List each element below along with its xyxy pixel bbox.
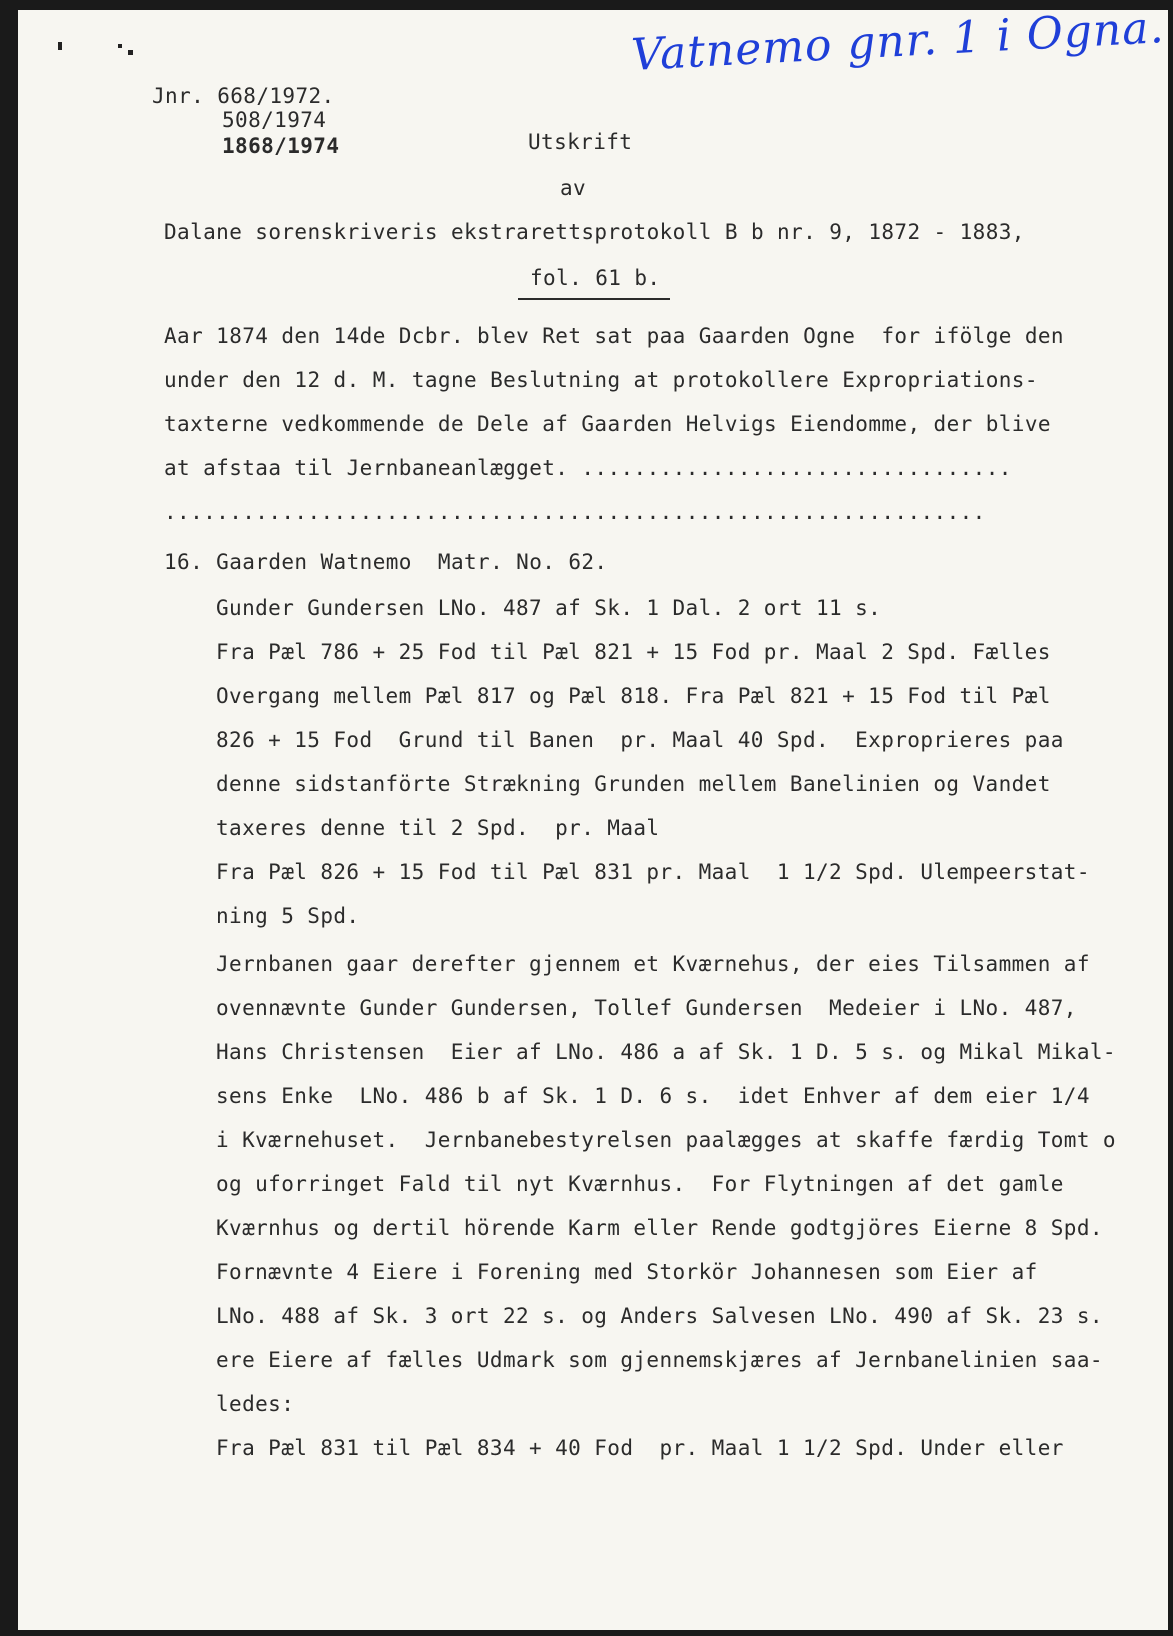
corner-mark xyxy=(118,44,122,48)
corner-mark xyxy=(58,42,62,50)
corner-mark xyxy=(128,50,133,55)
body-line: 826 + 15 Fod Grund til Banen pr. Maal 40 Spd. Exproprieres paa xyxy=(216,728,1064,752)
body-line: Gunder Gundersen LNo. 487 af Sk. 1 Dal. 2 ort 11 s. xyxy=(216,596,882,620)
body-line: og uforringet Fald til nyt Kværnhus. For Flytningen af det gamle xyxy=(216,1172,1064,1196)
journal-number-1: Jnr. 668/1972. xyxy=(152,84,335,108)
body-line: sens Enke LNo. 486 b af Sk. 1 D. 6 s. idet Enhver af dem eier 1/4 xyxy=(216,1084,1090,1108)
body-line: Fra Pæl 831 til Pæl 834 + 40 Fod pr. Maal 1 1/2 Spd. Under eller xyxy=(216,1436,1064,1460)
journal-number-3: 1868/1974 xyxy=(222,134,340,158)
body-line: taxeres denne til 2 Spd. pr. Maal xyxy=(216,816,660,840)
folio-underline xyxy=(518,298,670,300)
body-line: Hans Christensen Eier af LNo. 486 a af Sk. 1 D. 5 s. og Mikal Mikal- xyxy=(216,1040,1116,1064)
journal-number-2: 508/1974 xyxy=(222,108,327,132)
body-line: Overgang mellem Pæl 817 og Pæl 818. Fra Pæl 821 + 15 Fod til Pæl xyxy=(216,684,1051,708)
intro-line: taxterne vedkommende de Dele af Gaarden Helvigs Eiendomme, der blive xyxy=(164,412,1051,436)
body-line: ere Eiere af fælles Udmark som gjennemskjæres af Jernbanelinien saa- xyxy=(216,1348,1103,1372)
heading-source: Dalane sorenskriveris ekstrarettsprotokoll B b nr. 9, 1872 - 1883, xyxy=(164,220,1025,244)
body-line: Fra Pæl 826 + 15 Fod til Pæl 831 pr. Maal 1 1/2 Spd. Ulempeerstat- xyxy=(216,860,1090,884)
body-line: Fornævnte 4 Eiere i Forening med Storkör Johannesen som Eier af xyxy=(216,1260,1038,1284)
body-line: ovennævnte Gunder Gundersen, Tollef Gundersen Medeier i LNo. 487, xyxy=(216,996,1077,1020)
heading-title: Utskrift xyxy=(528,130,633,154)
body-line: ledes: xyxy=(216,1392,295,1416)
heading-av: av xyxy=(560,176,587,200)
body-line: denne sidstanförte Strækning Grunden mellem Banelinien og Vandet xyxy=(216,772,1051,796)
intro-line: under den 12 d. M. tagne Beslutning at protokollere Expropriations- xyxy=(164,368,1038,392)
body-line: i Kværnehuset. Jernbanebestyrelsen paalægges at skaffe færdig Tomt o xyxy=(216,1128,1116,1152)
body-line: Kværnhus og dertil hörende Karm eller Rende godtgjöres Eierne 8 Spd. xyxy=(216,1216,1103,1240)
entry-title: 16. Gaarden Watnemo Matr. No. 62. xyxy=(164,550,608,574)
intro-line: Aar 1874 den 14de Dcbr. blev Ret sat paa Gaarden Ogne for ifölge den xyxy=(164,324,1064,348)
body-line: Jernbanen gaar derefter gjennem et Kværnehus, der eies Tilsammen af xyxy=(216,952,1090,976)
body-line: LNo. 488 af Sk. 3 ort 22 s. og Anders Salvesen LNo. 490 af Sk. 23 s. xyxy=(216,1304,1103,1328)
body-line: Fra Pæl 786 + 25 Fod til Pæl 821 + 15 Fod pr. Maal 2 Spd. Fælles xyxy=(216,640,1051,664)
heading-folio: fol. 61 b. xyxy=(530,266,661,290)
intro-line: at afstaa til Jernbaneanlægget. ................................. xyxy=(164,456,1012,480)
body-line: ning 5 Spd. xyxy=(216,904,360,928)
dotted-separator: ............................................................... xyxy=(164,500,986,524)
handwritten-note: Vatnemo gnr. 1 i Ogna. xyxy=(630,2,1166,81)
